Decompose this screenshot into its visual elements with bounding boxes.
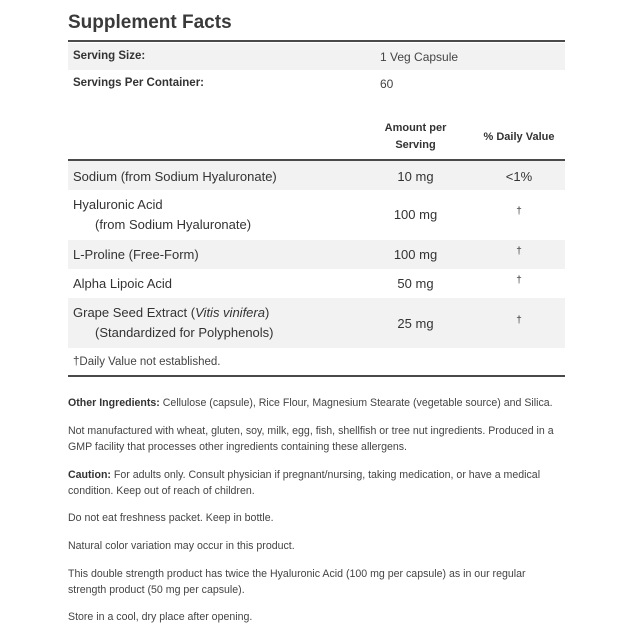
nutrient-daily-value: <1%: [505, 169, 533, 184]
nutrient-latin-name: Vitis vinifera: [195, 305, 265, 320]
nutrient-name: Sodium (from Sodium Hyaluronate): [73, 169, 277, 184]
serving-size-row: [68, 43, 565, 70]
other-ingredients-text: Cellulose (capsule), Rice Flour, Magnesium Stearate (vegetable source) and Silica.: [159, 397, 553, 409]
panel-title: Supplement Facts: [68, 12, 232, 33]
storage-note: Store in a cool, dry place after opening.: [68, 611, 253, 623]
amount-header-line2: Serving: [395, 139, 436, 151]
nutrient-name: Alpha Lipoic Acid: [73, 276, 173, 291]
daily-value-footnote: †Daily Value not established.: [73, 356, 221, 368]
nutrient-row: [68, 269, 565, 298]
servings-per-container-label: Servings Per Container:: [73, 77, 205, 89]
nutrient-name: [73, 305, 269, 320]
serving-size-value: 1 Veg Capsule: [380, 50, 459, 64]
nutrient-amount: 100 mg: [393, 247, 438, 262]
servings-per-container-row: [68, 70, 565, 97]
amount-header-line1: Amount per: [384, 122, 447, 134]
serving-size-label: Serving Size:: [73, 50, 146, 62]
nutrient-row: [68, 161, 565, 190]
nutrient-amount: 50 mg: [397, 276, 434, 291]
caution-note: [68, 467, 565, 499]
nutrient-daily-value: †: [516, 206, 522, 217]
nutrient-name-detail: (Standardized for Polyphenols): [95, 325, 274, 340]
nutrient-name: L-Proline (Free-Form): [73, 247, 199, 262]
nutrient-name-part: Grape Seed Extract (: [73, 305, 196, 320]
strength-note: This double strength product has twice the Hyaluronic Acid (100 mg per capsule) as in our regular strength product (50 mg per capsule).: [68, 568, 526, 596]
color-variation-note: Natural color variation may occur in this product.: [68, 540, 295, 552]
other-ingredients-label: Other Ingredients:: [68, 397, 160, 409]
nutrient-name-part: ): [264, 305, 270, 320]
nutrient-daily-value: †: [516, 315, 522, 326]
nutrient-amount: 10 mg: [397, 169, 434, 184]
nutrient-row: [68, 240, 565, 269]
other-ingredients: [68, 395, 565, 411]
caution-text: For adults only. Consult physician if pregnant/nursing, taking medication, or have a medical condition. Keep out of reach of children.: [68, 469, 541, 497]
caution-label: Caution:: [68, 469, 111, 481]
nutrient-name-detail: (from Sodium Hyaluronate): [95, 217, 252, 232]
nutrient-amount: 25 mg: [397, 316, 434, 331]
nutrient-row: [68, 190, 565, 240]
servings-per-container-value: 60: [380, 77, 394, 91]
allergen-note: Not manufactured with wheat, gluten, soy, milk, egg, fish, shellfish or tree nut ingredients. Produced in a GMP facility that processes other ingredients containing these allergens.: [68, 425, 554, 453]
freshness-note: Do not eat freshness packet. Keep in bottle.: [68, 512, 274, 524]
top-rule: [68, 40, 565, 42]
nutrient-daily-value: †: [516, 275, 522, 286]
nutrient-amount: 100 mg: [393, 207, 438, 222]
nutrient-name: Hyaluronic Acid: [73, 197, 163, 212]
nutrient-daily-value: †: [516, 246, 522, 257]
bottom-rule: [68, 375, 565, 377]
nutrient-row: [68, 298, 565, 348]
daily-value-header: % Daily Value: [483, 131, 555, 143]
amount-per-serving-header: [358, 120, 473, 154]
